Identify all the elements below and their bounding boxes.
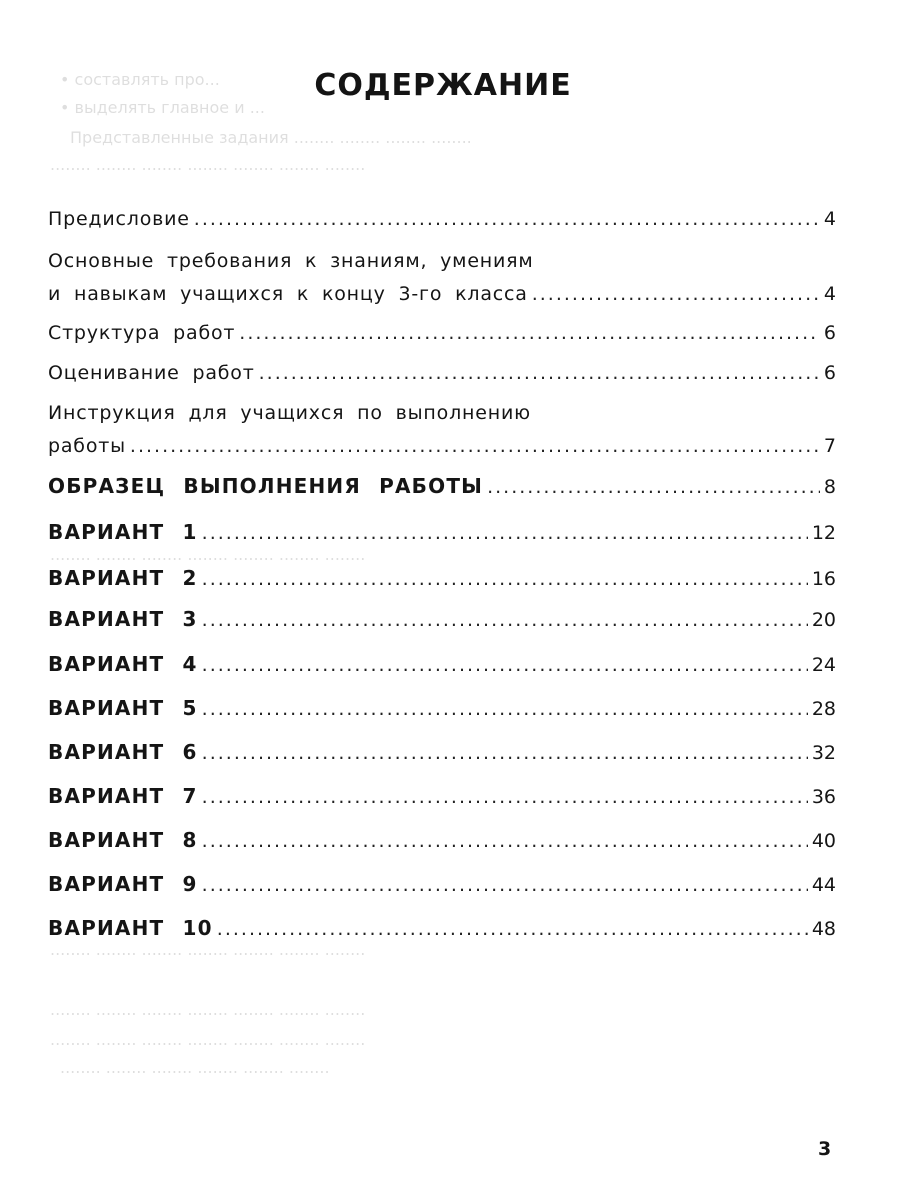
leader-dots [259, 362, 820, 384]
toc-entry-title-line1: Основные требования к знаниям, умениям [48, 250, 534, 272]
toc-entry-page: 16 [811, 568, 836, 590]
leader-dots [194, 208, 820, 230]
toc-entry-page: 44 [811, 874, 836, 896]
toc-entry-page: 48 [811, 918, 836, 940]
bleed-through-texture: ........ ........ ........ ........ ........ ........ ........ [50, 545, 366, 564]
toc-entry-title: Структура работ [48, 322, 236, 344]
toc-entry-page: 20 [811, 609, 836, 631]
toc-entry-title: ВАРИАНТ 10 [48, 916, 213, 940]
toc-entry-title: ВАРИАНТ 8 [48, 828, 198, 852]
bleed-through-texture: ........ ........ ........ ........ ........ ........ ........ [50, 155, 366, 174]
bleed-through-texture: Представленные задания ........ ........ ........ ........ [70, 128, 472, 147]
toc-entry-title: ВАРИАНТ 2 [48, 566, 198, 590]
toc-entry-title: ВАРИАНТ 6 [48, 740, 198, 764]
toc-entry-requirements[interactable] [48, 250, 836, 305]
leader-dots [202, 568, 808, 590]
toc-entry-page: 4 [823, 283, 836, 305]
leader-dots [239, 322, 820, 344]
leader-dots [202, 522, 808, 544]
toc-entry-variant-2[interactable] [48, 566, 836, 590]
leader-dots [532, 283, 820, 305]
toc-entry-title: ВАРИАНТ 1 [48, 520, 198, 544]
toc-entry-variant-7[interactable] [48, 784, 836, 808]
page-title: СОДЕРЖАНИЕ [314, 68, 572, 103]
leader-dots [202, 874, 808, 896]
leader-dots [130, 435, 820, 457]
toc-entry-page: 24 [811, 654, 836, 676]
toc-entry-page: 12 [811, 522, 836, 544]
toc-entry-title: Предисловие [48, 208, 190, 230]
toc-entry-title: ВАРИАНТ 3 [48, 607, 198, 631]
toc-entry-page: 7 [823, 435, 836, 457]
toc-entry-page: 28 [811, 698, 836, 720]
toc-entry-variant-4[interactable] [48, 652, 836, 676]
leader-dots [202, 698, 808, 720]
toc-entry-variant-9[interactable] [48, 872, 836, 896]
toc-entry-title: ВАРИАНТ 4 [48, 652, 198, 676]
toc-entry-title-line2: и навыкам учащихся к концу 3-го класса [48, 283, 528, 305]
toc-entry-variant-5[interactable] [48, 696, 836, 720]
toc-entry-page: 8 [823, 476, 836, 498]
toc-entry-sample[interactable] [48, 474, 836, 498]
bleed-through-texture: ........ ........ ........ ........ ........ ........ [60, 1058, 330, 1077]
toc-entry-title: ВАРИАНТ 7 [48, 784, 198, 808]
toc-entry-instructions[interactable] [48, 402, 836, 457]
bleed-through-texture: ........ ........ ........ ........ ........ ........ ........ [50, 1030, 366, 1049]
toc-entry-title: ОБРАЗЕЦ ВЫПОЛНЕНИЯ РАБОТЫ [48, 474, 484, 498]
leader-dots [202, 742, 808, 764]
leader-dots [202, 654, 808, 676]
toc-entry-page: 6 [823, 322, 836, 344]
toc-entry-variant-6[interactable] [48, 740, 836, 764]
leader-dots [202, 786, 808, 808]
toc-entry-page: 40 [811, 830, 836, 852]
bleed-through-texture: • составлять про... [60, 70, 220, 89]
page-number: 3 [818, 1138, 832, 1160]
toc-entry-variant-10[interactable] [48, 916, 836, 940]
toc-entry-page: 6 [823, 362, 836, 384]
toc-entry-title: ВАРИАНТ 5 [48, 696, 198, 720]
toc-entry-title: ВАРИАНТ 9 [48, 872, 198, 896]
toc-entry-variant-1[interactable] [48, 520, 836, 544]
toc-entry-variant-3[interactable] [48, 607, 836, 631]
leader-dots [487, 476, 820, 498]
toc-entry-title-line2: работы [48, 435, 126, 457]
bleed-through-texture: • выделять главное и ... [60, 98, 265, 117]
bleed-through-texture: ........ ........ ........ ........ ........ ........ ........ [50, 1000, 366, 1019]
leader-dots [202, 609, 808, 631]
toc-entry-page: 4 [823, 208, 836, 230]
leader-dots [217, 918, 808, 940]
toc-entry-variant-8[interactable] [48, 828, 836, 852]
toc-entry-title: Оценивание работ [48, 362, 255, 384]
leader-dots [202, 830, 808, 852]
toc-entry-page: 32 [811, 742, 836, 764]
toc-entry-grading[interactable] [48, 362, 836, 384]
toc-entry-preface[interactable] [48, 208, 836, 230]
toc-entry-page: 36 [811, 786, 836, 808]
bleed-through-texture: ........ ........ ........ ........ ........ ........ ........ [50, 940, 366, 959]
toc-entry-structure[interactable] [48, 322, 836, 344]
toc-entry-title-line1: Инструкция для учащихся по выполнению [48, 402, 531, 424]
